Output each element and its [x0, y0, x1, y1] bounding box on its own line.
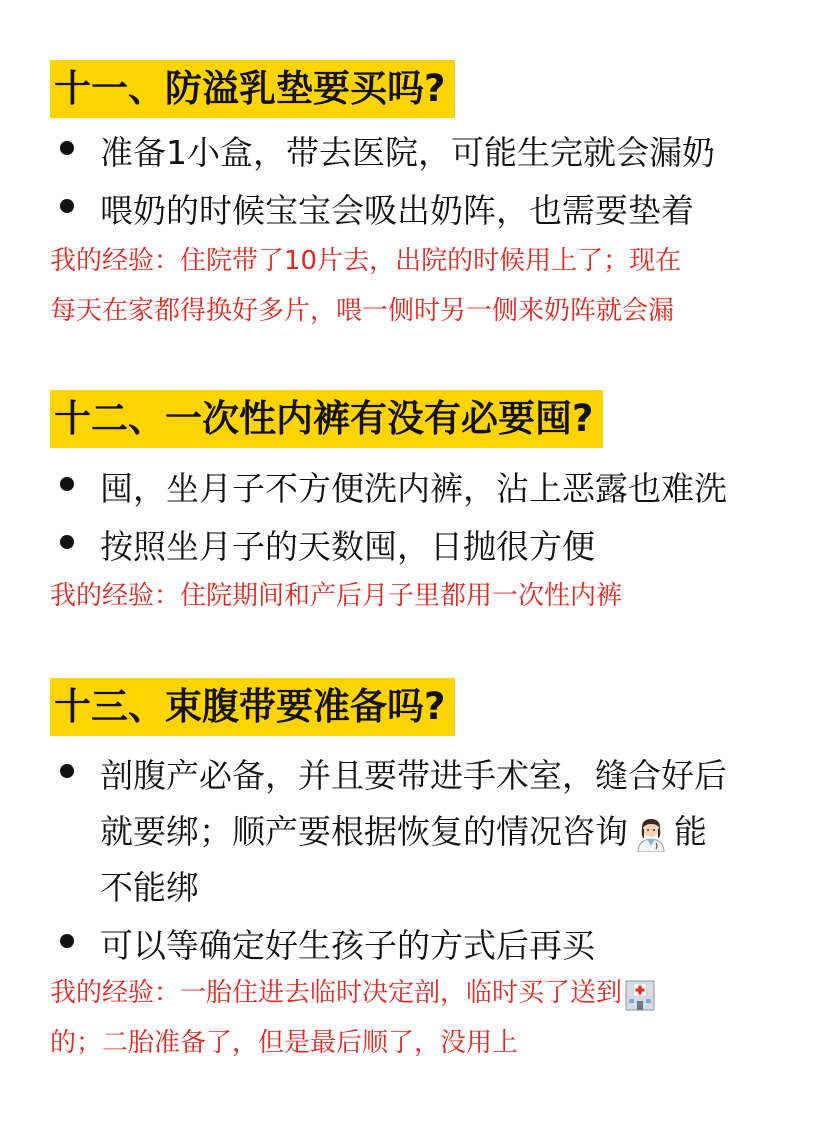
hospital-icon	[624, 977, 656, 1011]
section-13-experience-line-2: 的；二胎准备了，但是最后顺了，没用上	[50, 1028, 519, 1058]
bullet-dot	[60, 764, 74, 778]
section-12-experience-line-1: 我的经验：住院期间和产后月子里都用一次性内裤	[50, 581, 623, 611]
bullet-dot	[60, 141, 74, 155]
bullet-dot	[60, 477, 74, 491]
section-12-heading: 十二、一次性内裤有没有必要囤?	[50, 390, 603, 448]
bullet-dot	[60, 199, 74, 213]
section-11-experience-line-1: 我的经验：住院带了10片去，出院的时候用上了；现在	[50, 246, 682, 276]
bullet-dot	[60, 535, 74, 549]
section-11-bullet-2: 喂奶的时候宝宝会吸出奶阵，也需要垫着	[100, 191, 694, 230]
section-13-bullet-1-line-2-tail: 能	[674, 812, 707, 851]
section-11-heading: 十一、防溢乳垫要买吗?	[50, 60, 455, 118]
section-11-bullet-1: 准备1小盒，带去医院，可能生完就会漏奶	[100, 133, 715, 172]
doctor-woman-icon	[634, 816, 668, 852]
section-13-bullet-2: 可以等确定好生孩子的方式后再买	[100, 926, 595, 965]
section-13-heading: 十三、束腹带要准备吗?	[50, 678, 455, 736]
section-13-bullet-1-line-2	[100, 806, 707, 853]
section-12-bullet-1: 囤，坐月子不方便洗内裤，沾上恶露也难洗	[100, 469, 727, 508]
bullet-dot	[60, 934, 74, 948]
section-13-bullet-1-line-1: 剖腹产必备，并且要带进手术室，缝合好后	[100, 756, 727, 795]
section-13-bullet-1-line-3: 不能绑	[100, 868, 199, 907]
section-13-experience-line-1: 我的经验：一胎住进去临时决定剖，临时买了送到	[50, 978, 623, 1008]
section-11-experience-line-2: 每天在家都得换好多片，喂一侧时另一侧来奶阵就会漏	[50, 296, 675, 326]
section-13-experience-line-1-wrap	[50, 972, 656, 1011]
section-12-bullet-2: 按照坐月子的天数囤，日抛很方便	[100, 527, 595, 566]
section-13-bullet-1-line-2-text: 就要绑；顺产要根据恢复的情况咨询	[100, 812, 628, 851]
